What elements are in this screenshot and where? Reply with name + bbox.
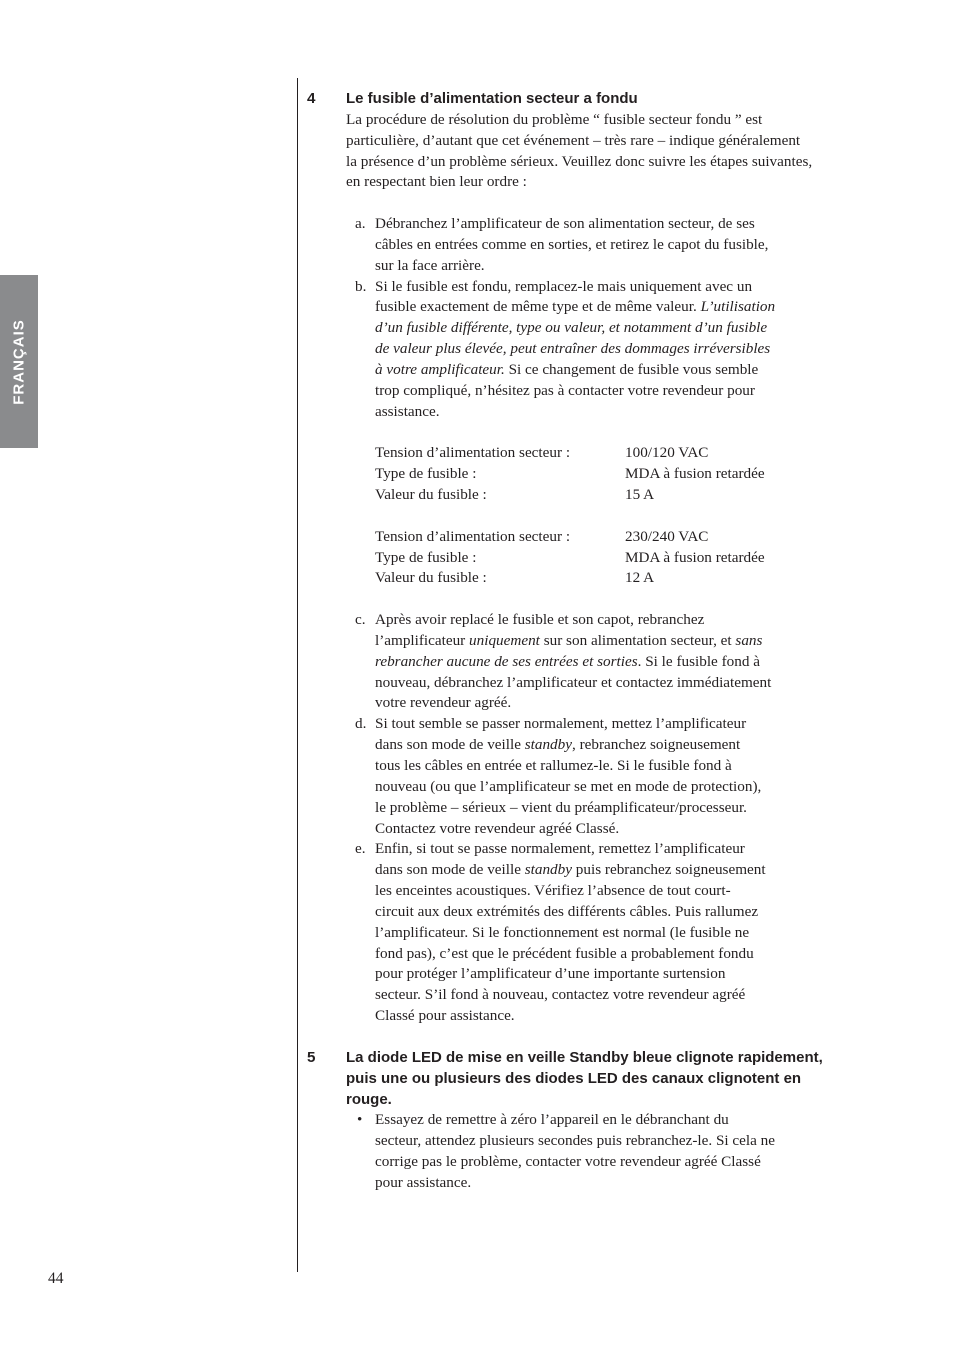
page-number: 44 <box>48 1270 64 1287</box>
step-line: le problème – sérieux – vient du préamplificateur/processeur. <box>375 798 747 816</box>
text-run: puis rebranchez soigneusement <box>571 861 766 879</box>
step-line: secteur. S’il fond à nouveau, contactez votre revendeur agréé <box>375 986 746 1004</box>
step-line: pour protéger l’amplificateur d’une importante surtension <box>375 965 726 983</box>
step-line: sur la face arrière. <box>375 256 485 274</box>
section-title-line: La diode LED de mise en veille Standby bleue clignote rapidement, <box>346 1048 823 1066</box>
spec-value: MDA à fusion retardée <box>625 465 765 483</box>
step-line: Si tout semble se passer normalement, mettez l’amplificateur <box>375 715 747 733</box>
italic-run: rebrancher aucune de ses entrées et sorties <box>375 652 638 670</box>
section-number: 5 <box>307 1048 316 1066</box>
spec-label: Type de fusible : <box>375 548 477 566</box>
bullet-line: pour assistance. <box>375 1173 472 1191</box>
paragraph-line: la présence d’un problème sérieux. Veuillez donc suivre les étapes suivantes, <box>346 152 813 170</box>
bullet-line: secteur, attendez plusieurs secondes puis rebranchez-le. Si cela ne <box>375 1132 775 1150</box>
italic-run: sans <box>735 631 763 649</box>
step-line: trop compliqué, n’hésitez pas à contacter votre revendeur pour <box>375 381 755 399</box>
paragraph-line: en respectant bien leur ordre : <box>346 173 527 191</box>
step-b <box>346 277 867 423</box>
step-line: câbles en entrées comme en sorties, et retirez le capot du fusible, <box>375 235 769 253</box>
section-title-line: puis une ou plusieurs des diodes LED des canaux clignotent en <box>346 1069 802 1087</box>
section-title-line: rouge. <box>346 1090 392 1108</box>
step-line: votre revendeur agréé. <box>375 694 512 712</box>
section-title: Le fusible d’alimentation secteur a fondu <box>346 90 638 107</box>
spec-value: 12 A <box>625 569 655 587</box>
italic-run: L’utilisation <box>700 298 776 316</box>
text-run: , rebranchez soigneusement <box>571 736 741 754</box>
spec-value: 15 A <box>625 486 655 504</box>
step-line: Après avoir replacé le fusible et son capot, rebranchez <box>375 611 705 629</box>
step-line: assistance. <box>375 402 440 420</box>
spec-label: Tension d’alimentation secteur : <box>375 527 571 545</box>
step-line <box>375 297 867 318</box>
section-4-intro <box>307 110 867 193</box>
italic-run: de valeur plus élevée, peut entraîner des dommages irréversibles <box>375 340 771 358</box>
step-marker: e. <box>355 840 366 858</box>
spec-label: Valeur du fusible : <box>375 569 487 587</box>
step-line: l’amplificateur. Si le fonctionnement est normal (le fusible ne <box>375 923 750 941</box>
step-a <box>346 214 867 277</box>
text-run: sur son alimentation secteur, et <box>539 631 736 649</box>
step-line: circuit aux deux extrémités des différents câbles. Puis rallumez <box>375 902 759 920</box>
step-line: Si le fusible est fondu, remplacez-le mais uniquement avec un <box>375 277 753 295</box>
step-line: Contactez votre revendeur agréé Classé. <box>375 819 620 837</box>
spec-value: 230/240 VAC <box>625 527 709 545</box>
spec-value: 100/120 VAC <box>625 444 709 462</box>
italic-run: standby <box>524 736 572 754</box>
step-line: nouveau (ou que l’amplificateur se met en mode de protection), <box>375 777 762 795</box>
step-line: Enfin, si tout se passe normalement, remettez l’amplificateur <box>375 840 745 858</box>
step-line <box>375 318 867 339</box>
language-tab-label: FRANÇAIS <box>10 318 28 405</box>
text-run: dans son mode de veille <box>375 861 525 879</box>
step-line <box>375 631 867 652</box>
step-line: Débranchez l’amplificateur de son alimentation secteur, de ses <box>375 215 755 233</box>
procedure-steps <box>346 214 867 422</box>
section-5-heading <box>307 1048 867 1111</box>
italic-run: uniquement <box>469 631 540 649</box>
bullet-item <box>346 1110 867 1193</box>
italic-run: à votre amplificateur. <box>375 360 505 378</box>
step-line <box>375 652 867 673</box>
spec-label: Tension d’alimentation secteur : <box>375 444 571 462</box>
step-line <box>375 735 867 756</box>
step-line <box>375 339 867 360</box>
spec-label: Valeur du fusible : <box>375 486 487 504</box>
language-side-tab <box>0 275 38 448</box>
section-5-bullets <box>346 1110 867 1193</box>
step-line: nouveau, débranchez l’amplificateur et contactez immédiatement <box>375 673 772 691</box>
bullet-marker: • <box>357 1111 363 1129</box>
step-line: fond pas), c’est que le précédent fusible a probablement fondu <box>375 944 754 962</box>
vertical-divider <box>297 78 298 1272</box>
step-c <box>346 610 867 714</box>
spec-row <box>375 527 765 548</box>
step-line: les enceintes acoustiques. Vérifiez l’absence de tout court- <box>375 882 731 900</box>
spec-row <box>375 443 765 464</box>
bullet-line: Essayez de remettre à zéro l’appareil en le débranchant du <box>375 1111 729 1129</box>
step-d <box>346 714 867 839</box>
step-line <box>375 360 867 381</box>
italic-run: d’un fusible différente, type ou valeur, et notamment d’un fusible <box>375 319 768 337</box>
paragraph-line: particulière, d’autant que cet événement – très rare – indique généralement <box>346 131 801 149</box>
text-run: l’amplificateur <box>375 631 470 649</box>
text-run: fusible exactement de même type et de même valeur. <box>375 298 701 316</box>
step-marker: b. <box>355 277 367 295</box>
section-number: 4 <box>307 90 316 107</box>
step-marker: d. <box>355 715 367 733</box>
spec-row <box>375 464 765 485</box>
step-line: tous les câbles en entrée et rallumez-le. Si le fusible fond à <box>375 757 732 774</box>
page-content <box>307 89 867 1194</box>
fuse-spec-table-2 <box>375 527 765 590</box>
fuse-spec-table-1 <box>375 443 765 506</box>
text-run: . Si le fusible fond à <box>637 652 760 670</box>
text-run: dans son mode de veille <box>375 736 525 754</box>
text-run: Si ce changement de fusible vous semble <box>504 360 759 378</box>
step-marker: c. <box>355 611 366 629</box>
spec-label: Type de fusible : <box>375 465 477 483</box>
step-marker: a. <box>355 215 366 233</box>
bullet-line: corrige pas le problème, contacter votre revendeur agréé Classé <box>375 1153 761 1171</box>
step-line <box>375 860 867 881</box>
section-4-heading <box>307 89 867 110</box>
spec-row <box>375 548 765 569</box>
spec-row <box>375 485 765 506</box>
procedure-steps-continued <box>346 610 867 1027</box>
paragraph-line: La procédure de résolution du problème “ fusible secteur fondu ” est <box>346 110 763 128</box>
spec-row <box>375 568 765 589</box>
step-e <box>346 839 867 1027</box>
italic-run: standby <box>524 861 572 879</box>
spec-value: MDA à fusion retardée <box>625 548 765 566</box>
step-line: Classé pour assistance. <box>375 1007 515 1025</box>
